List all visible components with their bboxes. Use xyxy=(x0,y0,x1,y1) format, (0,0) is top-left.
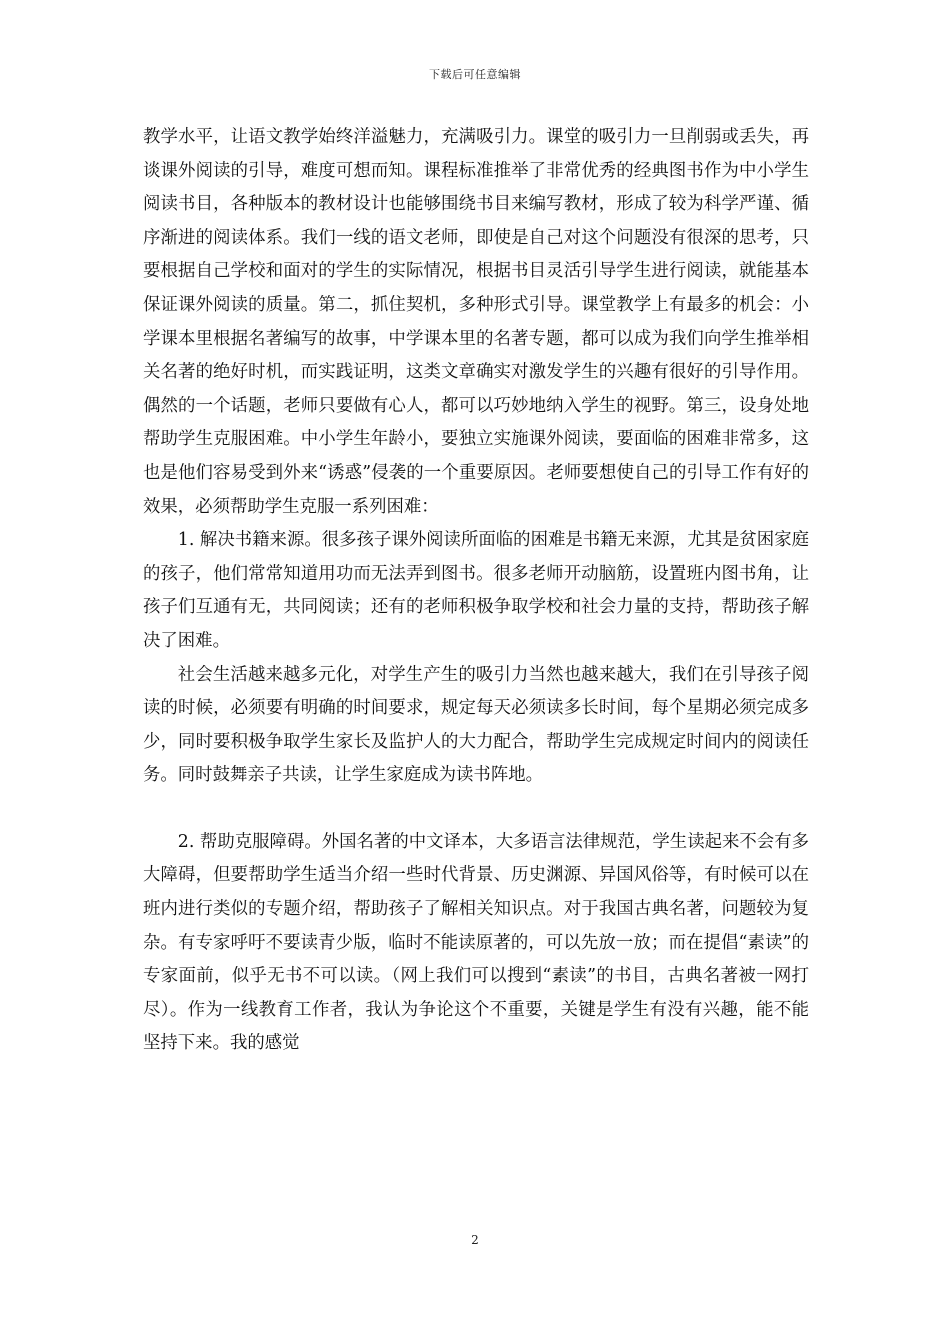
page-number: 2 xyxy=(471,1233,479,1247)
paragraph-2: 1. 解决书籍来源。很多孩子课外阅读所面临的困难是书籍无来源，尤其是贫困家庭的孩子，他们常常知道用功而无法弄到图书。很多老师开动脑筋，设置班内图书角，让孩子们互通有无，共同阅读；还有的老师积极争取学校和社会力量的支持，帮助孩子解决了困难。 xyxy=(143,530,809,651)
body-text xyxy=(143,121,809,1061)
paragraph-3: 社会生活越来越多元化，对学生产生的吸引力当然也越来越大，我们在引导孩子阅读的时候，必须要有明确的时间要求，规定每天必须读多长时间，每个星期必须完成多少，同时要积极争取学生家长及监护人的大力配合，帮助学生完成规定时间内的阅读任务。同时鼓舞亲子共读，让学生家庭成为读书阵地。 xyxy=(143,664,809,786)
paragraph-1: 教学水平，让语文教学始终洋溢魅力，充满吸引力。课堂的吸引力一旦削弱或丢失，再谈课外阅读的引导，难度可想而知。课程标准推举了非常优秀的经典图书作为中小学生阅读书目，各种版本的教材设计也能够围绕书目来编写教材，形成了较为科学严谨、循序渐进的阅读体系。我们一线的语文老师，即使是自己对这个问题没有很深的思考，只要根据自己学校和面对的学生的实际情况，根据书目灵活引导学生进行阅读，就能基本保证课外阅读的质量。第二，抓住契机，多种形式引导。课堂教学上有最多的机会：小学课本里根据名著编写的故事，中学课本里的名著专题，都可以成为我们向学生推举相关名著的绝好时机，而实践证明，这类文章确实对激发学生的兴趣有很好的引导作用。偶然的一个话题，老师只要做有心人，都可以巧妙地纳入学生的视野。第三，设身处地帮助学生克服困难。中小学生年龄小，要独立实施课外阅读，要面临的困难非常多，这也是他们容易受到外来“诱惑”侵袭的一个重要原因。老师要想使自己的引导工作有好的效果，必须帮助学生克服一系列困难： xyxy=(143,127,809,517)
paragraph-4: 2. 帮助克服障碍。外国名著的中文译本，大多语言法律规范，学生读起来不会有多大障碍，但要帮助学生适当介绍一些时代背景、历史渊源、异国风俗等，有时候可以在班内进行类似的专题介绍，帮助孩子了解相关知识点。对于我国古典名著，问题较为复杂。有专家呼吁不要读青少版，临时不能读原著的，可以先放一放；而在提倡“素读”的专家面前，似乎无书不可以读。（网上我们可以搜到“素读”的书目，古典名著被一网打尽）。作为一线教育工作者，我认为争论这个不重要，关键是学生有没有兴趣，能不能坚持下来。我的感觉 xyxy=(143,831,809,1054)
page-header: 下载后可任意编辑 xyxy=(429,68,521,81)
